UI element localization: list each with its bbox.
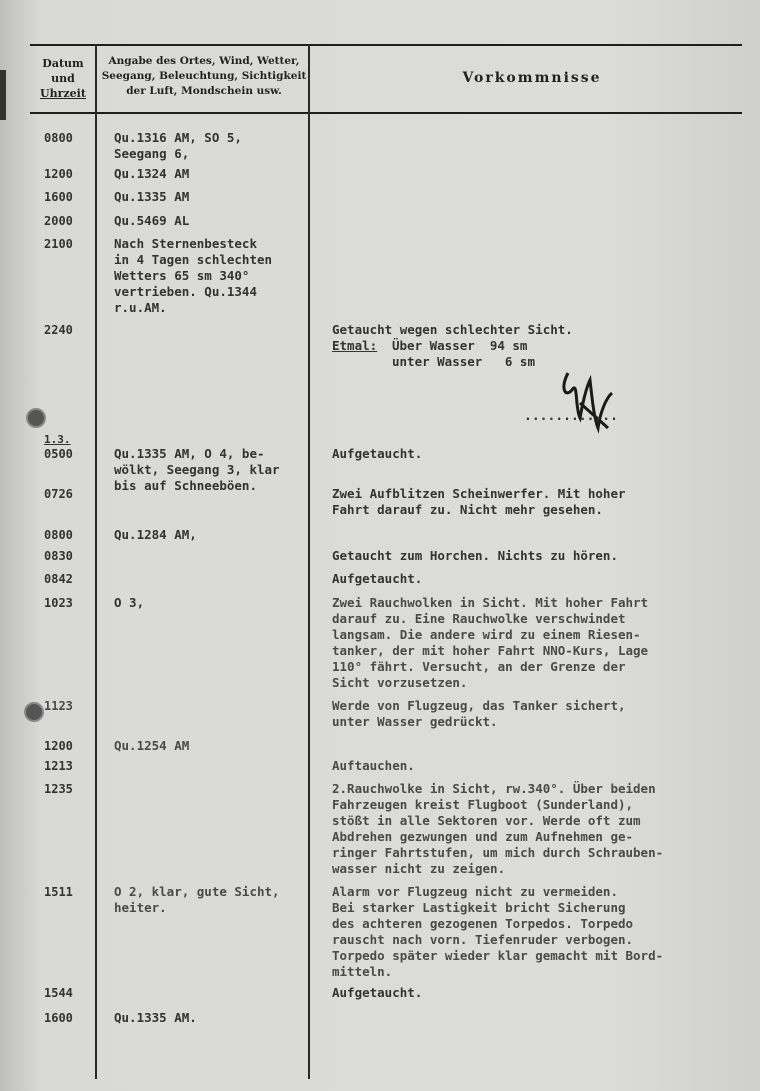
date-marker: 1.3. [44, 433, 71, 446]
place-2000: Qu.5469 AL [114, 213, 190, 228]
place-2100-1: Nach Sternenbesteck [114, 236, 257, 251]
event-1235-1: 2.Rauchwolke in Sicht, rw.340°. Über beiden [332, 781, 656, 796]
event-1235-3: stößt in alle Sektoren vor. Werde oft zum [332, 813, 641, 828]
header-place-line: Angabe des Ortes, Wind, Wetter, [108, 55, 300, 67]
time-0800: 0800 [44, 131, 73, 145]
table-top-rule [30, 44, 742, 46]
place-0800-1: Qu.1316 AM, SO 5, [114, 130, 242, 145]
event-1511-3: des achteren gezogenen Torpedos. Torpedo [332, 916, 634, 931]
place-1511-2: heiter. [114, 900, 167, 915]
place-2100-2: in 4 Tagen schlechten [114, 252, 273, 267]
time-1235: 1235 [44, 782, 73, 796]
place-1200-b: Qu.1254 AM [114, 738, 190, 753]
place-1600-b: Qu.1335 AM. [114, 1010, 197, 1025]
time-0842: 0842 [44, 572, 73, 586]
column-divider-2 [308, 44, 310, 1079]
place-1200: Qu.1324 AM [114, 166, 190, 181]
place-0800-b: Qu.1284 AM, [114, 527, 197, 542]
event-0842: Aufgetaucht. [332, 571, 423, 586]
place-2100-5: r.u.AM. [114, 300, 167, 315]
time-0726: 0726 [44, 487, 73, 501]
signature-dotted-line: ............ [524, 409, 618, 424]
event-0726-2: Fahrt darauf zu. Nicht mehr gesehen. [332, 502, 603, 517]
event-0500: Aufgetaucht. [332, 446, 423, 461]
event-1023-4: tanker, der mit hoher Fahrt NNO-Kurs, Lage [332, 643, 649, 658]
event-0726-1: Zwei Aufblitzen Scheinwerfer. Mit hoher [332, 486, 626, 501]
place-1600: Qu.1335 AM [114, 189, 190, 204]
etmal-over-water: Über Wasser 94 sm [392, 338, 528, 353]
event-1123-2: unter Wasser gedrückt. [332, 714, 498, 729]
time-1200: 1200 [44, 167, 73, 181]
event-1123-1: Werde von Flugzeug, das Tanker sichert, [332, 698, 626, 713]
event-1511-1: Alarm vor Flugzeug nicht zu vermeiden. [332, 884, 618, 899]
header-place-line: Seegang, Beleuchtung, Sichtigkeit [101, 70, 307, 82]
event-1023-1: Zwei Rauchwolken in Sicht. Mit hoher Fahrt [332, 595, 649, 610]
header-events-column: Vorkommnisse [462, 70, 602, 86]
etmal-under-water: unter Wasser 6 sm [392, 354, 535, 369]
event-1023-6: Sicht vorzusetzen. [332, 675, 468, 690]
event-1511-6: mitteln. [332, 964, 393, 979]
time-1544: 1544 [44, 986, 73, 1000]
event-1235-4: Abdrehen gezwungen und zum Aufnehmen ge- [332, 829, 634, 844]
event-1511-5: Torpedo später wieder klar gemacht mit Bord- [332, 948, 664, 963]
time-0830: 0830 [44, 549, 73, 563]
etmal-label: Etmal: [332, 338, 378, 353]
place-2100-4: vertrieben. Qu.1344 [114, 284, 257, 299]
time-2240: 2240 [44, 323, 73, 337]
header-date-line: und [51, 72, 75, 85]
place-0500-1: Qu.1335 AM, O 4, be- [114, 446, 265, 461]
event-1235-5: ringer Fahrtstufen, um mich durch Schrauben- [332, 845, 664, 860]
time-1023: 1023 [44, 596, 73, 610]
place-0800-2: Seegang 6, [114, 146, 190, 161]
signature [520, 368, 630, 438]
event-1235-6: wasser nicht zu zeigen. [332, 861, 506, 876]
binder-tab [0, 70, 6, 120]
time-1200-b: 1200 [44, 739, 73, 753]
event-1511-4: rauscht nach vorn. Tiefenruder verbogen. [332, 932, 634, 947]
place-1511-1: O 2, klar, gute Sicht, [114, 884, 280, 899]
event-1023-2: darauf zu. Eine Rauchwolke verschwindet [332, 611, 626, 626]
header-date-line: Uhrzeit [40, 87, 86, 100]
time-1600-b: 1600 [44, 1011, 73, 1025]
header-date-line: Datum [42, 57, 84, 70]
event-1023-5: 110° fährt. Versucht, an der Grenze der [332, 659, 626, 674]
column-divider-1 [95, 44, 97, 1079]
time-1600: 1600 [44, 190, 73, 204]
time-0500: 0500 [44, 447, 73, 461]
event-1213: Auftauchen. [332, 758, 415, 773]
place-2100-3: Wetters 65 sm 340° [114, 268, 250, 283]
event-1511-2: Bei starker Lastigkeit bricht Sicherung [332, 900, 626, 915]
time-1213: 1213 [44, 759, 73, 773]
event-0830: Getaucht zum Horchen. Nichts zu hören. [332, 548, 618, 563]
header-bottom-rule [30, 112, 742, 114]
time-0800-b: 0800 [44, 528, 73, 542]
time-2000: 2000 [44, 214, 73, 228]
event-2240: Getaucht wegen schlechter Sicht. [332, 322, 573, 337]
header-place-line: der Luft, Mondschein usw. [126, 85, 282, 97]
event-1544: Aufgetaucht. [332, 985, 423, 1000]
place-0500-2: wölkt, Seegang 3, klar [114, 462, 280, 477]
punch-hole-icon [26, 408, 46, 428]
time-1511: 1511 [44, 885, 73, 899]
time-1123: 1123 [44, 699, 73, 713]
punch-hole-icon [24, 702, 44, 722]
place-1023: O 3, [114, 595, 145, 610]
header-place-column [98, 54, 310, 99]
place-0500-3: bis auf Schneeböen. [114, 478, 257, 493]
event-1235-2: Fahrzeugen kreist Flugboot (Sunderland), [332, 797, 634, 812]
event-1023-3: langsam. Die andere wird zu einem Riesen- [332, 627, 641, 642]
time-2100: 2100 [44, 237, 73, 251]
header-date-column [32, 56, 94, 101]
